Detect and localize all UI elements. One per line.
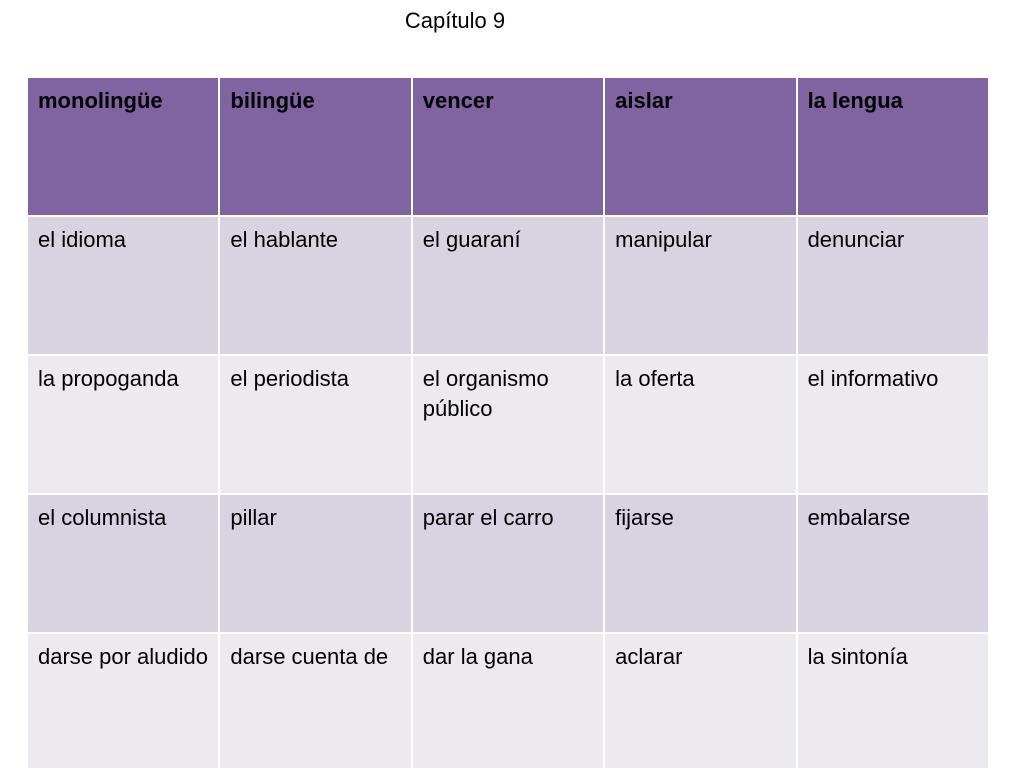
table-cell: la sintonía bbox=[798, 634, 988, 768]
table-cell: el guaraní bbox=[413, 217, 603, 354]
header-cell: bilingüe bbox=[220, 78, 410, 215]
header-cell: la lengua bbox=[798, 78, 988, 215]
table-row bbox=[28, 217, 988, 354]
table-cell: el idioma bbox=[28, 217, 218, 354]
table-cell: denunciar bbox=[798, 217, 988, 354]
table-cell: darse cuenta de bbox=[220, 634, 410, 768]
table-cell: el columnista bbox=[28, 495, 218, 632]
table-cell: la propoganda bbox=[28, 356, 218, 493]
table-cell: embalarse bbox=[798, 495, 988, 632]
vocabulary-table bbox=[26, 76, 990, 768]
table-row bbox=[28, 356, 988, 493]
header-cell: vencer bbox=[413, 78, 603, 215]
table-cell: el periodista bbox=[220, 356, 410, 493]
slide-title: Capítulo 9 bbox=[404, 8, 506, 33]
table-cell: dar la gana bbox=[413, 634, 603, 768]
table-cell: manipular bbox=[605, 217, 795, 354]
table-row bbox=[28, 634, 988, 768]
table-cell: el informativo bbox=[798, 356, 988, 493]
header-cell: monolingüe bbox=[28, 78, 218, 215]
table-row bbox=[28, 495, 988, 632]
table-cell: aclarar bbox=[605, 634, 795, 768]
table-cell: el hablante bbox=[220, 217, 410, 354]
table-cell: el organismo público bbox=[413, 356, 603, 493]
header-cell: aislar bbox=[605, 78, 795, 215]
table-cell: pillar bbox=[220, 495, 410, 632]
table-header-row bbox=[28, 78, 988, 215]
table-cell: parar el carro bbox=[413, 495, 603, 632]
table-cell: la oferta bbox=[605, 356, 795, 493]
table-cell: fijarse bbox=[605, 495, 795, 632]
table-cell: darse por aludido bbox=[28, 634, 218, 768]
